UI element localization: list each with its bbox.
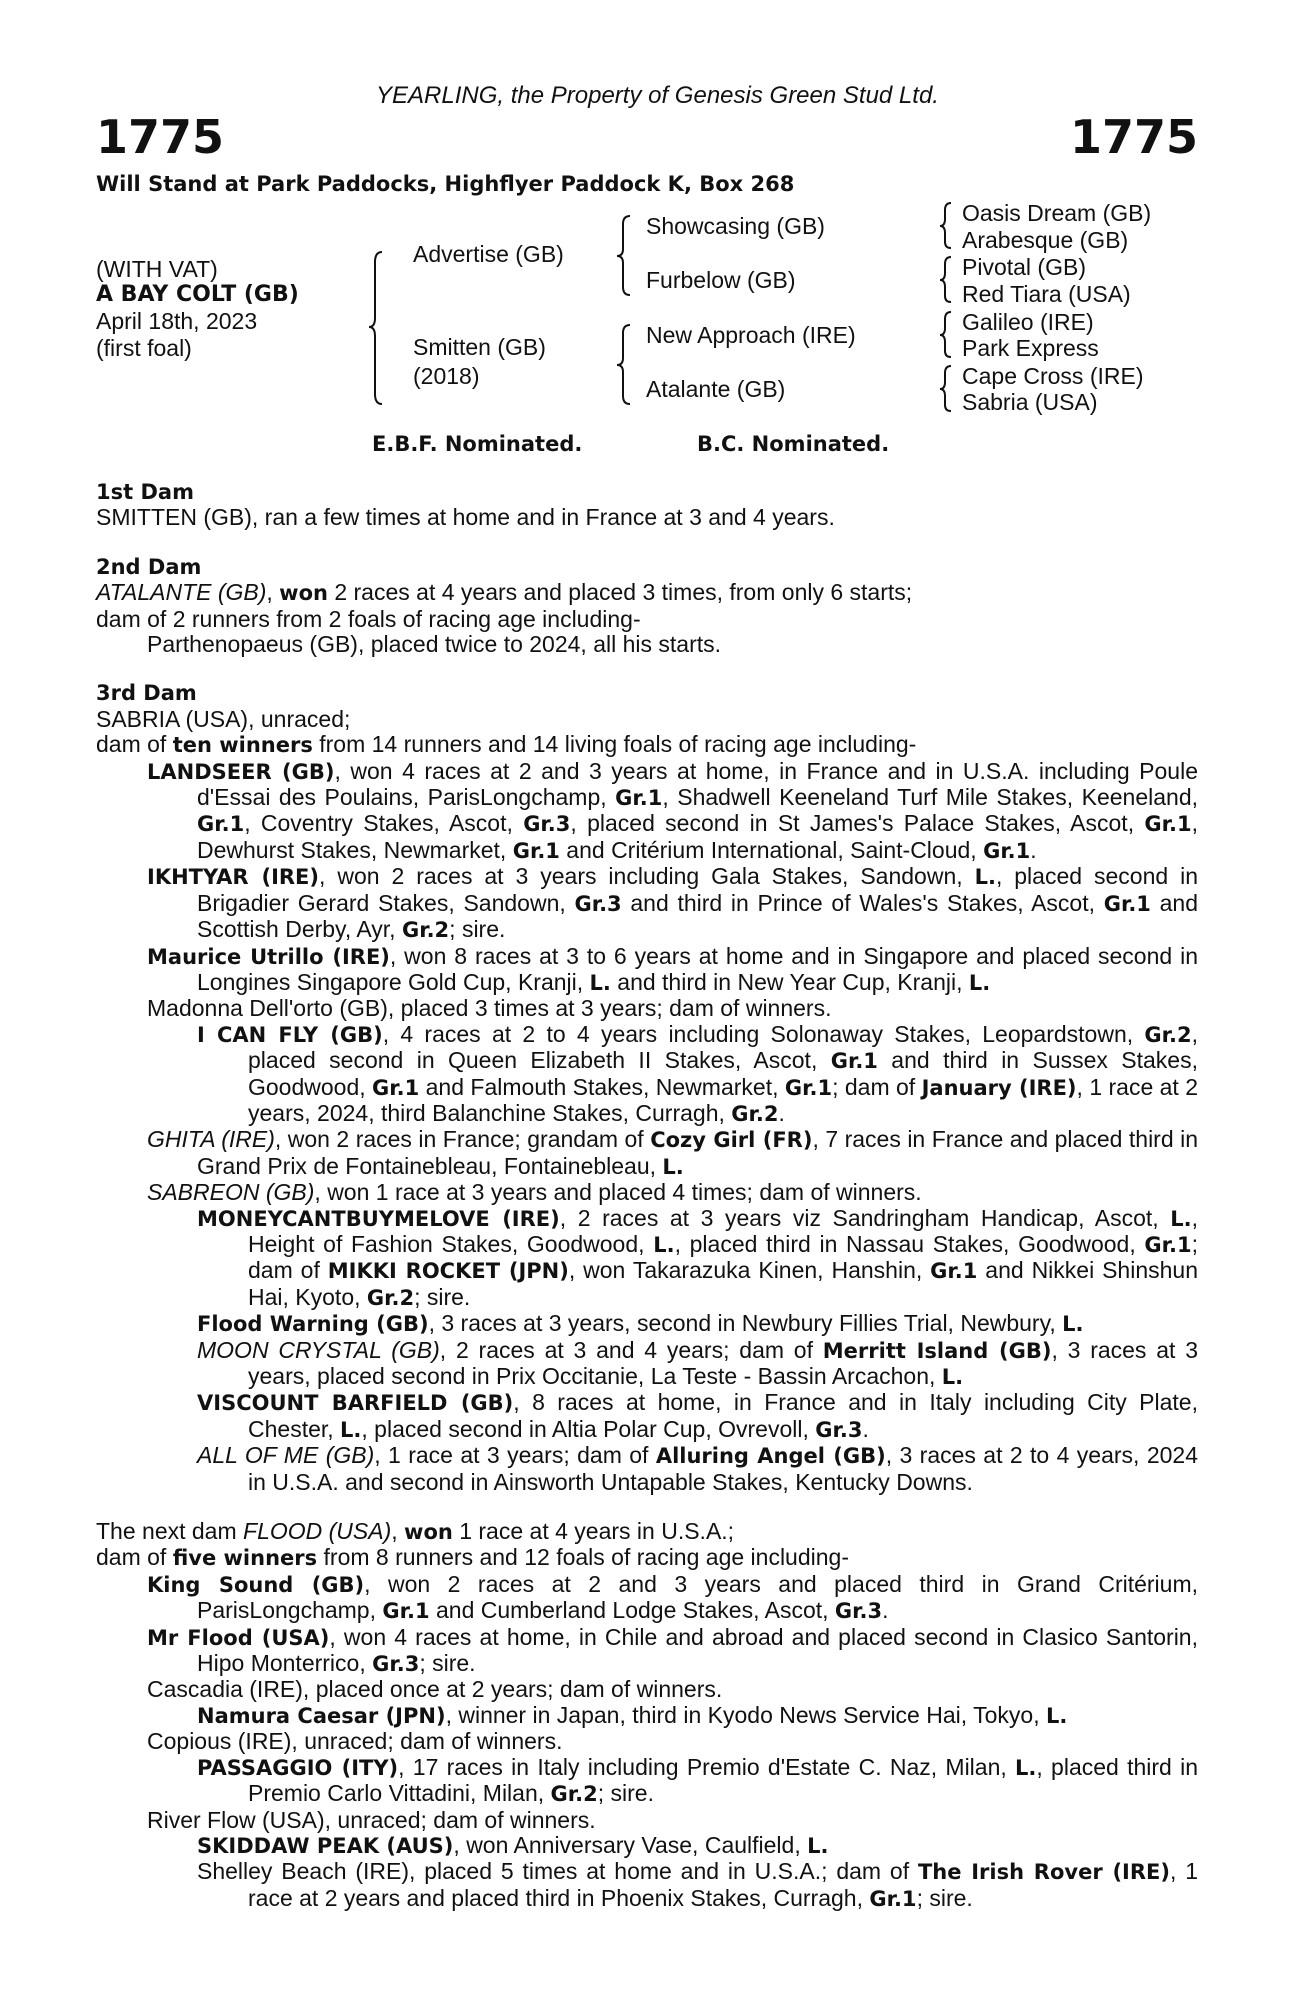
bold-text: L. <box>1045 1703 1068 1728</box>
text-run: , placed second in St James's Palace Stakes, Ascot, <box>570 810 1145 837</box>
great-grandparent: Red Tiara (USA) <box>962 281 1131 307</box>
pedigree-entry <box>96 1729 1198 1754</box>
pedigree-entry <box>96 759 1198 865</box>
pedigree-entry <box>96 1390 1198 1443</box>
pedigree-entry <box>96 580 1198 606</box>
pedigree-entry <box>96 996 1198 1021</box>
lot-number-right: 1775 <box>1069 110 1198 164</box>
text-run: , placed second in Queen Elizabeth II Stakes, Ascot, <box>248 1020 1198 1074</box>
great-grandparent: Pivotal (GB) <box>962 254 1086 280</box>
bold-text: LANDSEER (GB) <box>147 759 335 784</box>
pedigree-entry <box>96 1808 1198 1833</box>
text-run: ; sire. <box>916 1884 973 1911</box>
foaling-date: April 18th, 2023 <box>96 308 258 334</box>
great-grandparent: Cape Cross (IRE) <box>962 363 1144 389</box>
bold-text: five winners <box>172 1546 318 1571</box>
text-run: , 2 races at 3 and 4 years; dam of <box>439 1336 823 1363</box>
bold-text: ten winners <box>172 733 313 758</box>
text-run: , 2 races at 3 years viz Sandringham Handicap, Ascot, <box>559 1204 1171 1231</box>
bold-text: IKHTYAR (IRE) <box>147 865 319 890</box>
text-run: SABRIA (USA), unraced; <box>96 705 351 732</box>
text-run: . <box>1030 836 1037 863</box>
bold-text: Gr.1 <box>1103 891 1151 916</box>
pedigree-entry <box>96 1703 1198 1729</box>
text-run: 1 race at 4 years in U.S.A.; <box>452 1518 735 1545</box>
sire: Advertise (GB) <box>413 241 564 267</box>
brace-icon <box>369 252 382 404</box>
bold-text: L. <box>662 1154 684 1179</box>
bold-text: January (IRE) <box>921 1075 1077 1100</box>
bold-text: L. <box>807 1833 829 1858</box>
section-heading: 1st Dam <box>96 480 194 504</box>
pedigree-entry <box>96 1180 1198 1205</box>
pedigree-entry <box>96 1022 1198 1128</box>
text-run: River Flow (USA), unraced; dam of winners. <box>147 1806 596 1833</box>
bold-text: Gr.3 <box>815 1417 863 1442</box>
text-run: , won 1 race at 3 years and placed 4 times; dam of winners. <box>314 1179 922 1206</box>
bold-text: L. <box>1062 1312 1084 1337</box>
bold-text: Cozy Girl (FR) <box>650 1128 813 1153</box>
text-run: , 1 race at 2 years and placed third in Phoenix Stakes, Curragh, <box>248 1858 1199 1911</box>
text-run: . <box>882 1597 889 1624</box>
text-run: ; sire. <box>419 1650 476 1677</box>
text-run: from 14 runners and 14 living foals of racing age including- <box>312 731 917 758</box>
text-run: and Scottish Derby, Ayr, <box>197 889 1199 943</box>
text-run: , won 4 races at home, in Chile and abroad and placed second in Clasico Santorin, Hipo Monterrico, <box>197 1623 1198 1677</box>
text-run: , placed third in Nassau Stakes, Goodwood, <box>674 1230 1145 1257</box>
bold-text: Gr.1 <box>1144 812 1192 837</box>
bold-text: L. <box>968 970 991 995</box>
text-run: ; dam of <box>248 1230 1198 1284</box>
text-run: and Falmouth Stakes, Newmarket, <box>419 1073 785 1100</box>
text-run: and third in Sussex Stakes, Goodwood, <box>248 1047 1198 1100</box>
pedigree-entry <box>96 1859 1198 1912</box>
text-run: , 17 races in Italy including Premio d'Estate C. Naz, Milan, <box>398 1753 1016 1780</box>
brace-icon <box>940 203 951 248</box>
text-run: and third in New Year Cup, Kranji, <box>610 968 969 995</box>
great-grandparent: Park Express <box>962 335 1099 361</box>
italic-text: ATALANTE (GB) <box>96 579 267 606</box>
great-grandparent: Arabesque (GB) <box>962 227 1129 253</box>
text-run: , 3 races at 3 years, placed second in Prix Occitanie, La Teste - Bassin Arcachon, <box>248 1336 1198 1389</box>
bold-text: Gr.2 <box>731 1101 779 1126</box>
great-grandparent: Galileo (IRE) <box>962 309 1094 335</box>
pedigree-entry <box>96 1311 1198 1337</box>
pedigree-entry <box>96 1206 1198 1312</box>
text-run: Parthenopaeus (GB), placed twice to 2024, all his starts. <box>147 631 722 658</box>
bold-text: Gr.2 <box>366 1285 415 1310</box>
pedigree-entry <box>96 607 1198 632</box>
text-run: , 1 race at 2 years, 2024, third Balanchine Stakes, Curragh, <box>248 1073 1199 1126</box>
ebf-nominated: E.B.F. Nominated. <box>372 432 583 456</box>
section-heading: 3rd Dam <box>96 681 197 706</box>
text-run: from 8 runners and 12 foals of racing age including- <box>317 1544 849 1571</box>
italic-text: GHITA (IRE) <box>147 1126 275 1153</box>
text-run: Cascadia (IRE), placed once at 2 years; dam of winners. <box>147 1676 723 1703</box>
text-run: dam of <box>96 1544 173 1571</box>
text-run: , Coventry Stakes, Ascot, <box>244 810 524 837</box>
lot-number-left: 1775 <box>96 110 225 164</box>
pedigree-entry <box>96 1338 1198 1391</box>
text-run: , won 2 races at 2 and 3 years and placed third in Grand Critérium, ParisLongchamp, <box>197 1570 1199 1624</box>
bold-text: Gr.2 <box>401 918 450 943</box>
italic-text: SABREON (GB) <box>147 1179 315 1206</box>
bold-text: Gr.1 <box>615 786 663 811</box>
text-run: The next dam <box>96 1518 244 1545</box>
bold-text: King Sound (GB) <box>147 1572 365 1597</box>
text-run: and Critérium International, Saint-Cloud, <box>559 836 984 863</box>
pedigree-entry <box>96 505 1198 530</box>
bold-text: Gr.1 <box>930 1259 978 1284</box>
text-run: and Nikkei Shinshun Hai, Kyoto, <box>248 1257 1199 1310</box>
bold-text: Gr.1 <box>382 1599 430 1624</box>
pedigree-entry <box>96 1833 1198 1859</box>
pedigree-entry <box>96 1519 1198 1545</box>
bold-text: L. <box>653 1232 675 1257</box>
section-heading: 2nd Dam <box>96 554 202 579</box>
pedigree-entry <box>96 1545 1198 1571</box>
text-run: , <box>391 1518 405 1545</box>
bold-text: SKIDDAW PEAK (AUS) <box>197 1833 454 1858</box>
text-run: , 3 races at 2 to 4 years, 2024 in U.S.A. and second in Ainsworth Untapable Stakes, Kentucky Downs. <box>248 1442 1198 1495</box>
text-run: Copious (IRE), unraced; dam of winners. <box>147 1728 563 1755</box>
dam-section <box>96 480 1198 531</box>
lot-name: A BAY COLT (GB) <box>96 282 299 307</box>
great-grandparent: Oasis Dream (GB) <box>962 200 1152 226</box>
bold-text: Gr.3 <box>834 1599 883 1624</box>
text-run: , won 2 races at 3 years including Gala Stakes, Sandown, <box>319 863 975 890</box>
text-run: , Dewhurst Stakes, Newmarket, <box>197 810 1198 863</box>
italic-text: FLOOD (USA) <box>243 1518 392 1545</box>
bold-text: L. <box>1015 1755 1037 1780</box>
bold-text: L. <box>589 970 611 995</box>
bold-text: Gr.1 <box>869 1886 917 1911</box>
bold-text: Gr.1 <box>372 1075 420 1100</box>
bold-text: L. <box>974 865 996 890</box>
bold-text: Merritt Island (GB) <box>822 1338 1052 1363</box>
bold-text: Gr.2 <box>1144 1022 1192 1047</box>
text-run: and Cumberland Lodge Stakes, Ascot, <box>429 1597 835 1624</box>
pedigree-entry <box>96 1625 1198 1678</box>
vat-note: (WITH VAT) <box>96 256 218 282</box>
text-run: , <box>266 579 280 606</box>
text-run: and third in Prince of Wales's Stakes, Ascot, <box>621 889 1104 916</box>
text-run: , 8 races at home, in France and in Italy including City Plate, Chester, <box>248 1389 1198 1442</box>
text-run: ; dam of <box>832 1073 922 1100</box>
text-run: Shelley Beach (IRE), placed 5 times at home and in U.S.A.; dam of <box>197 1858 918 1885</box>
bold-text: I CAN FLY (GB) <box>197 1022 383 1047</box>
text-run: , won Takarazuka Kinen, Hanshin, <box>568 1257 931 1284</box>
stand-location: Will Stand at Park Paddocks, Highflyer Paddock K, Box 268 <box>96 172 795 196</box>
text-run: , won 8 races at 3 to 6 years at home and in Singapore and placed second in Longines Singapore Gold Cup, Kranji, <box>197 942 1198 995</box>
bold-text: PASSAGGIO (ITY) <box>197 1755 399 1780</box>
text-run: , won Anniversary Vase, Caulfield, <box>453 1831 808 1858</box>
pedigree-entry <box>96 1572 1198 1625</box>
text-run: dam of 2 runners from 2 foals of racing age including- <box>96 605 641 632</box>
text-run: . <box>862 1415 869 1442</box>
bold-text: Gr.3 <box>372 1652 420 1677</box>
text-run: , placed second in Brigadier Gerard Stakes, Sandown, <box>197 863 1198 916</box>
bold-text: Gr.3 <box>523 812 571 837</box>
text-run: , Height of Fashion Stakes, Goodwood, <box>248 1204 1199 1257</box>
bold-text: VISCOUNT BARFIELD (GB) <box>197 1391 514 1416</box>
dam-year: (2018) <box>413 363 480 389</box>
bold-text: Gr.1 <box>983 838 1031 863</box>
bold-text: L. <box>1170 1206 1192 1231</box>
text-run: dam of <box>96 731 173 758</box>
text-run: ; sire. <box>414 1283 471 1310</box>
bold-text: Gr.1 <box>1144 1232 1192 1257</box>
bold-text: L. <box>340 1417 362 1442</box>
bold-text: Mr Flood (USA) <box>147 1625 330 1650</box>
italic-text: MOON CRYSTAL (GB) <box>197 1336 440 1363</box>
text-run: , 7 races in France and placed third in Grand Prix de Fontainebleau, Fontainebleau, <box>197 1126 1199 1179</box>
brace-icon <box>940 366 951 411</box>
bold-text: MONEYCANTBUYMELOVE (IRE) <box>197 1206 560 1231</box>
foal-note: (first foal) <box>96 335 192 361</box>
text-run: , winner in Japan, third in Kyodo News Service Hai, Tokyo, <box>445 1701 1046 1728</box>
grandsire: Showcasing (GB) <box>646 213 825 239</box>
bold-text: Gr.1 <box>512 838 560 863</box>
bold-text: Gr.3 <box>574 891 622 916</box>
bold-text: Maurice Utrillo (IRE) <box>147 944 390 969</box>
text-run: , 4 races at 2 to 4 years including Solonaway Stakes, Leopardstown, <box>382 1020 1145 1047</box>
pedigree-entry <box>96 944 1198 997</box>
dam-line-body <box>96 480 1198 1936</box>
pedigree-entry <box>96 1755 1198 1808</box>
dam-section <box>96 1519 1198 1912</box>
text-run: ; sire. <box>597 1780 654 1807</box>
bold-text: won <box>279 581 328 606</box>
bold-text: Gr.1 <box>830 1049 878 1074</box>
bold-text: won <box>404 1520 453 1545</box>
bold-text: Gr.1 <box>784 1075 833 1100</box>
grandsire: New Approach (IRE) <box>646 322 856 348</box>
pedigree-entry <box>96 732 1198 758</box>
dam: Smitten (GB) <box>413 334 546 360</box>
bold-text: Namura Caesar (JPN) <box>197 1703 446 1728</box>
catalogue-title: YEARLING, the Property of Genesis Green Stud Ltd. <box>376 82 939 109</box>
text-run: SMITTEN (GB), ran a few times at home and in France at 3 and 4 years. <box>96 504 835 531</box>
dam-section <box>96 555 1198 658</box>
granddam: Furbelow (GB) <box>646 267 796 293</box>
great-grandparent: Sabria (USA) <box>962 389 1098 415</box>
bold-text: Gr.1 <box>197 812 245 837</box>
pedigree-entry <box>96 1677 1198 1702</box>
pedigree-entry <box>96 632 1198 657</box>
bc-nominated: B.C. Nominated. <box>697 432 890 456</box>
text-run: ; sire. <box>449 916 506 943</box>
bold-text: The Irish Rover (IRE) <box>917 1860 1170 1885</box>
pedigree-entry <box>96 1127 1198 1180</box>
text-run: . <box>778 1099 785 1126</box>
brace-icon <box>940 312 951 357</box>
bold-text: Flood Warning (GB) <box>197 1312 429 1337</box>
text-run: 2 races at 4 years and placed 3 times, from only 6 starts; <box>327 579 913 606</box>
pedigree-entry <box>96 1443 1198 1495</box>
brace-icon <box>617 216 630 295</box>
text-run: , 1 race at 3 years; dam of <box>374 1442 656 1469</box>
dam-section <box>96 681 1198 1495</box>
granddam: Atalante (GB) <box>646 376 786 402</box>
text-run: , 3 races at 3 years, second in Newbury Fillies Trial, Newbury, <box>428 1310 1063 1337</box>
text-run: , Shadwell Keeneland Turf Mile Stakes, Keeneland, <box>662 784 1198 811</box>
bold-text: L. <box>941 1365 964 1389</box>
text-run: , won 2 races in France; grandam of <box>274 1126 651 1153</box>
bold-text: MIKKI ROCKET (JPN) <box>327 1259 569 1284</box>
italic-text: ALL OF ME (GB) <box>197 1442 375 1469</box>
pedigree-entry <box>96 707 1198 732</box>
brace-icon <box>940 257 951 302</box>
bold-text: Alluring Angel (GB) <box>655 1444 886 1469</box>
text-run: , placed third in Premio Carlo Vittadini, Milan, <box>248 1753 1198 1807</box>
pedigree-entry <box>96 864 1198 943</box>
text-run: Madonna Dell'orto (GB), placed 3 times at 3 years; dam of winners. <box>147 995 832 1022</box>
text-run: , won 4 races at 2 and 3 years at home, in France and in U.S.A. including Poule d'Essai des Poulains, ParisLongchamp, <box>197 757 1198 811</box>
text-run: , placed second in Altia Polar Cup, Ovrevoll, <box>361 1415 816 1442</box>
bold-text: Gr.2 <box>550 1782 598 1807</box>
brace-icon <box>617 325 630 404</box>
